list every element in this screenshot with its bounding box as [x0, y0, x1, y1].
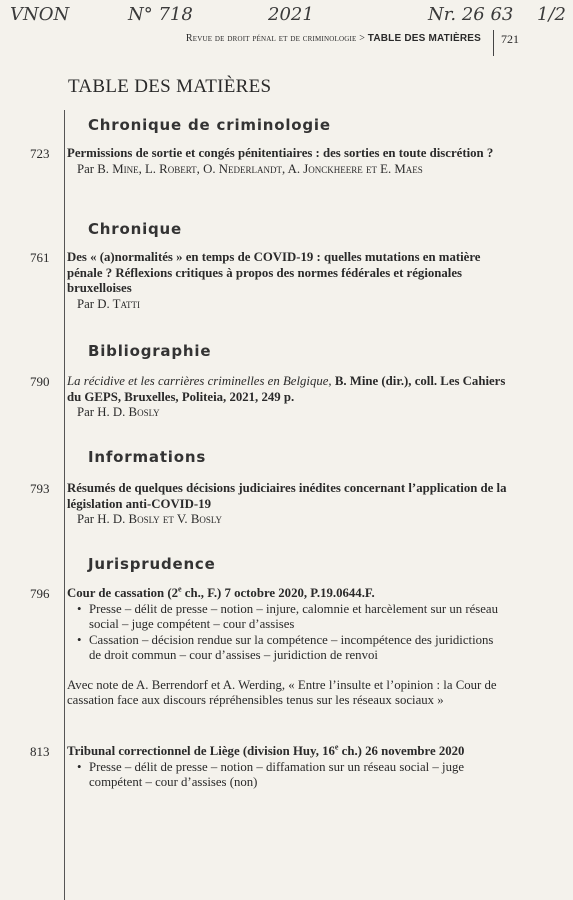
entry-title-part: Cour de cassation (2 [67, 586, 179, 600]
entry-title-part: ch., F.) 7 octobre 2020, P.19.0644.F. [181, 586, 375, 600]
section-heading-jurisprudence: Jurisprudence [88, 555, 216, 573]
handwritten-note: 2021 [268, 4, 314, 25]
section-heading-chronique-criminologie: Chronique de criminologie [88, 116, 331, 134]
entry-page-number: 813 [30, 744, 50, 759]
commentary-note: Avec note de A. Berrendorf et A. Werding, « Entre l’insulte et l’opinion : la Cour de cassation face aux discours répréhensibles tenus sur les réseaux sociaux » [67, 677, 497, 707]
entry-title [67, 586, 507, 602]
author-prefix: Par [77, 405, 95, 419]
handwritten-annotations [0, 4, 573, 28]
page-number: 721 [501, 32, 519, 46]
keyword-item: • Presse – délit de presse – notion – injure, calomnie et harcèlement sur un réseau social – juge compétent – cour d’assises [67, 602, 507, 633]
margin-rule [64, 110, 65, 900]
entry-title-part: ch.) 26 novembre 2020 [338, 744, 465, 758]
entry-authors [67, 405, 507, 421]
entry-title: Des « (a)normalités » en temps de COVID-19 : quelles mutations en matière pénale ? Réflexions critiques à propos des normes fédérales et régionales bruxelloises [67, 250, 481, 295]
section-heading-chronique: Chronique [88, 220, 182, 238]
handwritten-note: Nr. 26 63 [428, 4, 514, 25]
entry-page-number: 723 [30, 146, 50, 161]
keyword-list [67, 602, 507, 664]
journal-title: Revue de droit pénal et de criminologie [185, 33, 357, 44]
entry-authors [67, 512, 507, 528]
keyword-item: • Presse – délit de presse – notion – diffamation sur un réseau social – juge compétent – cour d’assises (non) [67, 760, 507, 791]
header-divider [493, 30, 494, 56]
entry-title: Permissions de sortie et congés pénitentiaires : des sorties en toute discrétion ? [67, 146, 494, 160]
entry-page-number: 761 [30, 250, 50, 265]
entry-page-number: 796 [30, 586, 50, 601]
author-prefix: Par [77, 512, 95, 526]
author-names: D. Tatti [97, 296, 140, 311]
handwritten-note: 1/2 [537, 4, 566, 25]
entry-page-number: 793 [30, 481, 50, 496]
running-head-section: TABLE DES MATIÈRES [367, 33, 481, 44]
running-head-text [186, 33, 481, 44]
breadcrumb-separator: > [359, 33, 366, 44]
book-details: B. Mine (dir.), coll. Les Cahiers du GEPS, Bruxelles, Politeia, 2021, 249 p. [67, 374, 506, 404]
entry-title [67, 744, 507, 760]
ordinal-suffix: e [334, 742, 339, 752]
handwritten-note: N° 718 [128, 4, 193, 25]
book-title: La récidive et les carrières criminelles en Belgique, [67, 374, 332, 388]
handwritten-note: VNON [10, 4, 70, 25]
section-heading-informations: Informations [88, 448, 207, 466]
author-names: H. D. Bosly [97, 405, 160, 419]
running-head [0, 30, 573, 50]
author-names: H. D. Bosly et V. Bosly [97, 512, 222, 526]
entry-page-number: 790 [30, 374, 50, 389]
entry-title [67, 374, 507, 405]
ordinal-suffix: e [178, 584, 182, 594]
entry-authors [67, 297, 507, 313]
keyword-list [67, 760, 507, 791]
author-names: B. Mine, L. Robert, O. Nederlandt, A. Jonckheere et E. Maes [97, 161, 423, 176]
page-title: TABLE DES MATIÈRES [68, 76, 272, 97]
author-prefix: Par [77, 296, 95, 311]
entry-title-part: Tribunal correctionnel de Liège (division Huy, 16 [67, 744, 335, 758]
entry-authors [67, 162, 507, 178]
keyword-item: • Cassation – décision rendue sur la compétence – incompétence des juridictions de droit commun – cour d’assises – juridiction de renvoi [67, 633, 507, 664]
entry-title: Résumés de quelques décisions judiciaires inédites concernant l’application de la législation anti-COVID-19 [67, 481, 507, 511]
section-heading-bibliographie: Bibliographie [88, 342, 212, 360]
author-prefix: Par [77, 161, 95, 176]
